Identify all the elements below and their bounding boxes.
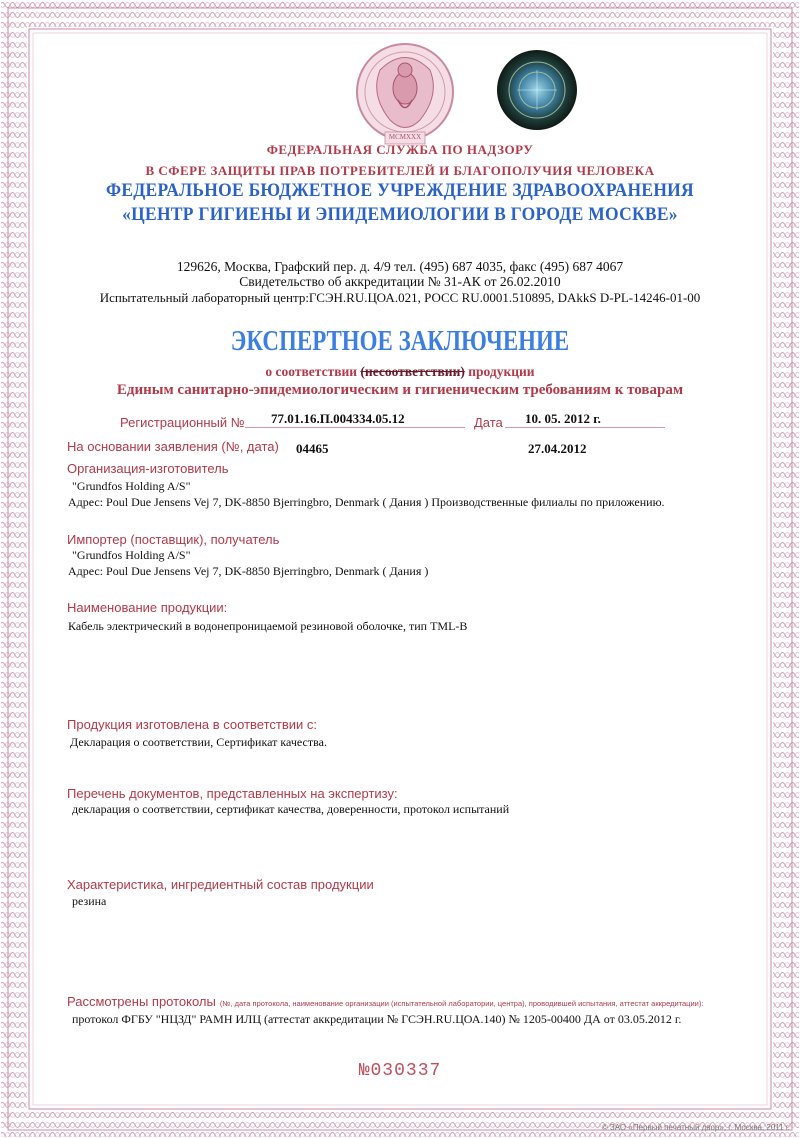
document-title: ЭКСПЕРТНОЕ ЗАКЛЮЧЕНИЕ: [230, 326, 570, 357]
registration-date: 10. 05. 2012 г.: [505, 411, 665, 428]
subtitle-struck: (несоответствии): [360, 364, 465, 379]
date-label: Дата: [474, 415, 503, 430]
importer-label: Импортер (поставщик), получатель: [67, 532, 280, 547]
subtitle-prefix: о соответствии: [265, 364, 358, 379]
application-label: На основании заявления (№, дата): [67, 439, 279, 454]
emblem-caption: MCMXXX: [388, 133, 422, 141]
accreditation-line: Свидетельство об аккредитации № 31-АК от 26.02.2010: [239, 274, 561, 289]
registration-label: Регистрационный №: [120, 415, 245, 430]
compliance-value: Декларация о соответствии, Сертификат качества.: [70, 735, 327, 749]
document-subtitle-2: Единым санитарно-эпидемиологическим и гигиеническим требованиям к товарам: [116, 382, 684, 398]
compliance-label: Продукция изготовлена в соответствии с:: [67, 717, 318, 732]
documents-label: Перечень документов, представленных на экспертизу:: [67, 786, 398, 801]
documents-value: декларация о соответствии, сертификат качества, доверенности, протокол испытаний: [72, 802, 510, 816]
importer-address: Адрес: Poul Due Jensens Vej 7, DK-8850 Bjerringbro, Denmark ( Дания ): [68, 564, 429, 578]
laboratory-line: Испытательный лабораторный центр:ГСЭН.RU.ЦОА.021, РОСС RU.0001.510895, DAkkS D-PL-14246-01-00: [99, 290, 701, 305]
authority-line-1: ФЕДЕРАЛЬНАЯ СЛУЖБА ПО НАДЗОРУ: [266, 142, 534, 157]
institution-line-2: «ЦЕНТР ГИГИЕНЫ И ЭПИДЕМИОЛОГИИ В ГОРОДЕ МОСКВЕ»: [122, 204, 678, 225]
subtitle-suffix: продукции: [468, 364, 535, 379]
product-label: Наименование продукции:: [67, 600, 228, 615]
registration-number: 77.01.16.П.004334.05.12: [245, 411, 465, 428]
serial-number: №030337: [358, 1061, 442, 1081]
importer-name: "Grundfos Holding A/S": [72, 548, 191, 562]
hologram-icon: [495, 48, 579, 132]
institution-line-1: ФЕДЕРАЛЬНОЕ БЮДЖЕТНОЕ УЧРЕЖДЕНИЕ ЗДРАВООХРАНЕНИЯ: [106, 180, 694, 201]
composition-value: резина: [72, 894, 107, 908]
application-date: 27.04.2012: [528, 441, 587, 456]
protocols-heading: [67, 993, 747, 1011]
protocols-value: протокол ФГБУ "НЦЗД" РАМН ИЛЦ (аттестат аккредитации № ГСЭН.RU.ЦОА.140) № 1205-00400 ДА от 03.05.2012 г.: [72, 1012, 682, 1026]
manufacturer-name: "Grundfos Holding A/S": [72, 479, 191, 493]
manufacturer-address: Адрес: Poul Due Jensens Vej 7, DK-8850 Bjerringbro, Denmark ( Дания ) Производственные филиалы по приложению.: [68, 495, 665, 509]
manufacturer-label: Организация-изготовитель: [67, 461, 229, 476]
protocols-note: (№, дата протокола, наименование организации (испытательной лаборатории, центра), проводившей испытания, аттестат аккредитации):: [219, 999, 704, 1008]
composition-label: Характеристика, ингредиентный состав продукции: [67, 877, 374, 892]
document-subtitle: [0, 364, 800, 380]
printer-footer: © ЗАО «Первый печатный двор», г. Москва, 2011 г.: [601, 1123, 790, 1132]
authority-line-2: В СФЕРЕ ЗАЩИТЫ ПРАВ ПОТРЕБИТЕЛЕЙ И БЛАГОПОЛУЧИЯ ЧЕЛОВЕКА: [145, 163, 655, 178]
institution-address: 129626, Москва, Графский пер. д. 4/9 тел. (495) 687 4035, факс (495) 687 4067: [176, 259, 624, 274]
application-number: 04465: [296, 441, 329, 456]
protocols-label: Рассмотрены протоколы: [67, 994, 216, 1009]
product-name: Кабель электрический в водонепроницаемой резиновой оболочке, тип TML-B: [68, 619, 468, 633]
